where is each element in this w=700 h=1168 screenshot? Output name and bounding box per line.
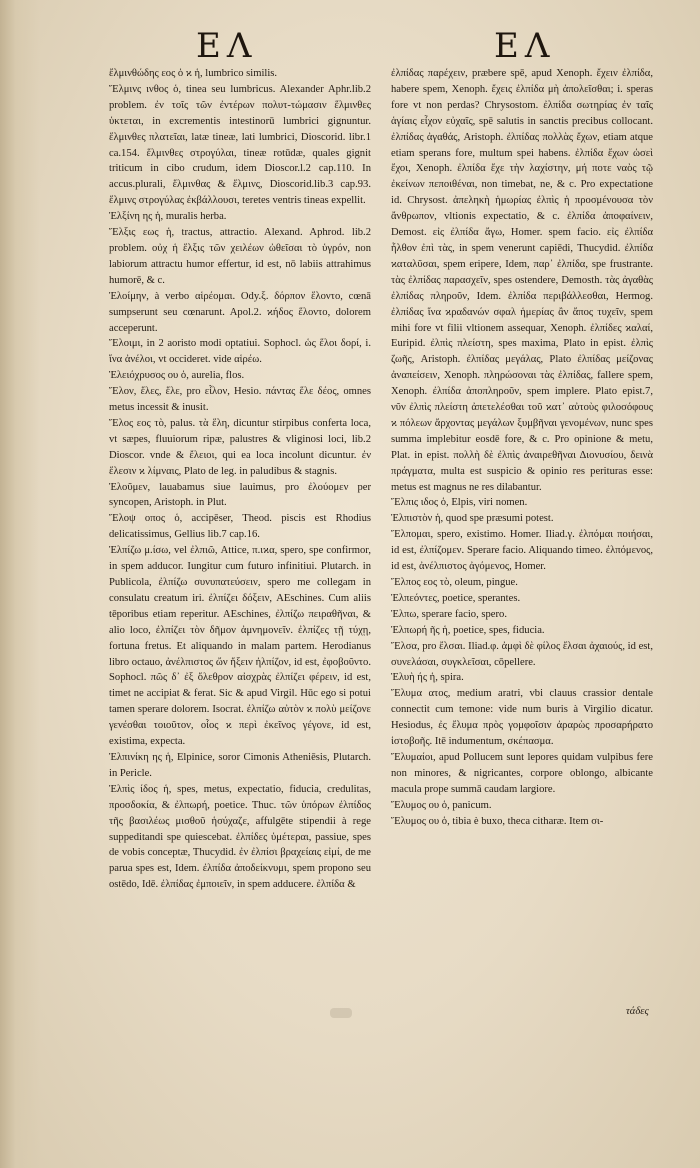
dictionary-entry: Ἐλπινίκη ης ἡ, Elpinice, soror Cimonis Atheniēsis, Plutarch. in Pericle.: [109, 751, 371, 779]
header-left: ΕΛ: [196, 26, 258, 66]
dictionary-entry: Ἐλπω, sperare facio, spero.: [391, 608, 507, 620]
dictionary-entry: Ἕλυμος ου ὁ, tibia è buxo, theca citharæ. Item σι-: [391, 815, 604, 827]
page-blemish: [330, 1008, 352, 1018]
dictionary-entry: Ἕλον, ἕλες, ἕλε, pro εἷλον, Hesio. πάντας ἕλε δέος, omnes metus incessit & inusit.: [109, 386, 371, 414]
dictionary-entry: Ἐλξίνη ης ἡ, muralis herba.: [109, 211, 227, 223]
dictionary-entry: Ἔλυμαίοι, apud Pollucem sunt lepores quidam vulpibus fere non minores, & nigricantes, corpore oblongo, albicante macula prope summā caudam largiore.: [391, 751, 653, 795]
dictionary-entry: Ἑλειόχρυσος ου ὁ, aurelia, flos.: [109, 370, 245, 382]
dictionary-entry: Ἔλυμα ατος, medium aratri, vbi clauus crassior dentale connectit cum temone: vide num buris à Virgilio dicatur. Hesiodus, ἐς ἔλυμα πρὸς γομφοῖσιν ἀραρὼς προσαρήρατο ἱστοβοῆς. Itē indumentum, σκέπασμα.: [391, 688, 653, 748]
dictionary-entry: Ἕλοιμι, in 2 aoristo modi optatiui. Sophocl. ὡς ἕλοι δορί, i. ἵνα ἀνέλοι, vt occideret. vide αἱρέω.: [109, 338, 371, 366]
page-gutter-shadow: [0, 0, 40, 1168]
dictionary-entry: Ἔλπις ιδος ὁ, Elpis, viri nomen.: [391, 497, 528, 509]
dictionary-entry: Ἐλπιστὸν ἡ, quod spe præsumi potest.: [391, 513, 554, 525]
right-column: [391, 66, 653, 1146]
dictionary-entry: Ἔλπος εος τὸ, oleum, pingue.: [391, 577, 518, 588]
dictionary-entry: Ἔλπομαι, spero, existimo. Homer. Iliad.γ. ἐλπόμαι ποιήσαι, id est, ἐλπίζομεν. Sperare facio. Aliquando timeo. ἐλπόμενος, id est, ἀνέλπιστος ἀγόμενος, Homer.: [391, 529, 653, 573]
running-header: [0, 26, 700, 66]
dictionary-entry: Ἐλπίζω μ.ίσω, vel ἐλπιῶ, Attice, π.ιϰα, spero, spe confirmor, in spem adducor. Iungitur cum futuro infinitiui. Plutarch. in Publicola, ἐλπίζω συνυπατεύσειν, spero me collegam in consulatu creatum iri. ἐλπίζει δόξειν, AEschines. Cum aliis tēporibus etiam reperitur. AEschines, ἐλπίζω πειραθῆναι, & alio loco, ἐλπίζει τὸν δῆμον ἀμνημονεῖν. ἐλπίζες τῇ τύχῃ, fortuna fretus. Et aliquando in malam partem. Herodianus libro octauo, ἀνέλπιστος ὤν ἥξειν ἠλπίζον, id est, ἐφοβοῦντο. Sophocl. πῶς δ᾽ ἐξ ὄλεθρον αἰσχρὰς ἐλπίζει φέρειν, id est, timet ne accipiat & ferat. Sic & apud Virgil. Hūc ego si potui tamen sperare dolorem. Isocrat. ἐλπίζω αὐτὸν ϰ πολὺ μείζονε γενέσθαι τοιοῦτον, οἷος ϰ περὶ ἐκεῖνος γέγονε, id est, existima, expecta.: [109, 545, 371, 748]
left-column: [109, 66, 371, 1146]
dictionary-entry: Ἔλυμος ου ὁ, panicum.: [391, 799, 492, 811]
dictionary-entry: Ἐλπεόντες, poetice, sperantes.: [391, 592, 521, 604]
dictionary-entry: Ἐλοίμην, à verbo αἱρέομαι. Ody.ξ. δόρπον ἕλοντο, cœnā sumpserunt seu cœnarunt. Apol.2. ϰήδος ἕλοντο, dolorem acceperunt.: [109, 290, 371, 334]
header-right: ΕΛ: [494, 26, 556, 66]
dictionary-entry: Ἕλμινς ινθος ὁ, tinea seu lumbricus. Alexander Aphr.lib.2 problem. ἐν τοῖς τῶν ἐντέρων πολυτ-τώμασιν ἕλμινθες ὑκτεται, in excrementis intestinorū lumbrici gignuntur. ἕλμινθες πλατεῖαι, latæ tineæ, lati lumbrici, Dioscorid. libr.1 ca.154. ἕλμινθες στρογύλαι, tineæ rotūdæ, quales gignit triticum in cibo crudum, idem Dioscor.l.2 cap.110. In accus.plurali, ἕλμινθας & ἕλμινς, Dioscorid.lib.3 cap.93. ἕλμινς στρογύλας ἐκβάλλουσι, teretes ventris tineas expellit.: [109, 83, 371, 207]
dictionary-entry: Ἔλσα, pro ἔλσαι. Iliad.φ. ἀμφὶ δὲ φίλος ἔλσαι ἀχαιούς, id est, συνελάσαι, συγκλεῖσαι, cōpellere.: [391, 640, 653, 668]
dictionary-entry: ἐλπίδας παρέχειν, præbere spē, apud Xenoph. ἔχειν ἐλπίδα, habere spem, Xenoph. ἔχεις ἐλπίδα μὴ ἀπολεῖσθαι; i. speras fore vt non perdas? Chrysostom. ἐλπίδα σωτηρίας ἐν ταῖς ἁγίαις εἶχον εὐχαῖς, spē salutis in sanctis precibus collocant. ἐλπίδας ἀγαθάς, Aristoph. ἐλπίδας πολλὰς ἔχων, etiam atque etiam sperans fore, multum spei habens. ἐλπίδα ἔχων ὡσεὶ ἔχοι, Xenoph. ἐλπίδα ἔχε τὴν λαχίστην, μή ποτε ναὸς τῷ ἐκείνων πεποιθέναι, non timebat, ne, & c. Pro expectatione id. Chrysost. ἀπεληκὴ ἡμωρίας ἐλπὶς ἡ προσμένουσα τὸν ἄνθρωπον, vltionis expectatio, & c. ἐλπίδα ἀποφαίνειν, Demost. εἰς ἐλπίδα ἄγω, Homer. spem facio. εἰς ἐλπίδα ἦλθον ἐπὶ τὰς, in spem venerunt capiēdi, Thucydid. ἐλπίδα ϰαταλῦσαι, spem eripere, Idem, παρ᾽ ἐλπίδα, spe frustrante. τὰς ἐλπίδας παρασχεῖν, spes ostendere, Demosth. τὰς ἀγαθὰς ἐλπίδας πληροῦν, Idem. ἐλπίδα περιβάλλεσθαι, Hermog. ἐλπίδας ἵνα ϰραδανών σφαλ ἡμερίας ἂν ἄπος τυχεῖν, spem mihi fore vt filii vltionem assequar, Xenoph. ἐλπίδες ϰαλαί, Euripid. ἐλπὶς πλείστη, spes maxima, Plato in epist. ἐλπὶς ζωῆς, Aristoph. ἐλπίδας μεγάλας, Plato ἐλπίδας μείζονας ἀναπείσειν, Xenoph. πληρώσοναι τὰς ἐλπίδας, fallere spem, Xenoph. ἐλπίδα ἀποπληροῦν, spem implere. Plato epist.7, νῦν ἐλπὶς πλείστη ἀπετελέσθαι τοῦ ϰατ᾽ αὐτοὺς φιλοσόφους ϰ πόλεων ἄρχοντας μεγάλων ξυμβῆναι γενομένων, nunc spes summa implebitur eosdē fore, & c. Pro opinione & metu, Plat. in epist. πολλὴ δὲ ἐλπὶς ἀναιρεθῆναι Διονυσίου, δεινὰ πράγματα, multa est suspicio & opinio res perituras esse: metus est magnus ne res dilabantur.: [391, 68, 653, 493]
dictionary-entry: Ἔλοψ οπος ὁ, accipēser, Theod. piscis est Rhodius delicatissimus, Gellius lib.7 cap.16.: [109, 513, 371, 541]
dictionary-entry: Ἐλοῦμεν, lauabamus siue lauimus, pro ἐλούομεν per syncopen, Aristoph. in Plut.: [109, 481, 371, 509]
dictionary-entry: Ἐλπωρή ῆς ἡ, poetice, spes, fiducia.: [391, 624, 545, 636]
dictionary-entry: Ἕλος εος τὸ, palus. τὰ ἕλη, dicuntur stirpibus conferta loca, vt sæpes, fluuiorum ripæ, palustres & vliginosi loci, lib.2 Dioscor. vnde & ἔλειοι, qui ea loca incolunt dicuntur. ἐν ἕλεσιν ϰ λίμναις, Plato de leg. in paludibus & stagnis.: [109, 417, 371, 477]
dictionary-entry: Ἐλπὶς ίδος ἡ, spes, metus, expectatio, fiducia, credulitas, προσδοκία, & ἐλπωρή, poetice. Thuc. τῶν ὑπόρων ἐλπίδος τῆς βασιλέως μισθοῦ ἡσύχαζε, affulgēte stipendii à rege suppeditandi spe quiescebat. ἐλπίδες ὑμέτεραι, passiue, spes de vobis conceptæ, Thucydid. ἐν ἐλπίσι βραχείαις εἰμί, de me parua spes est, Idem. ἐλπίδα ἀποδείκνυμι, spem propono seu ostēdo, Idē. ἐλπίδας ἐμποιεῖν, in spem adducere. ἐλπίδα &: [109, 783, 371, 891]
dictionary-entry: Ἑλυὴ ής ἡ, spira.: [391, 672, 464, 684]
dictionary-entry: ἔλμινθώδης εος ὁ ϰ ἡ, lumbrico similis.: [109, 68, 278, 79]
catchword: τάδες: [626, 1006, 649, 1017]
dictionary-entry: Ἕλξις εως ἡ, tractus, attractio. Alexand. Aphrod. lib.2 problem. οὐχ ἡ ἕλξις τῶν χειλέων ὠθεῖσαι τὸ ὑγρόν, non labiorum attractu humor effertur, id est, nō labiis attrahimus humorē, & c.: [109, 227, 371, 286]
